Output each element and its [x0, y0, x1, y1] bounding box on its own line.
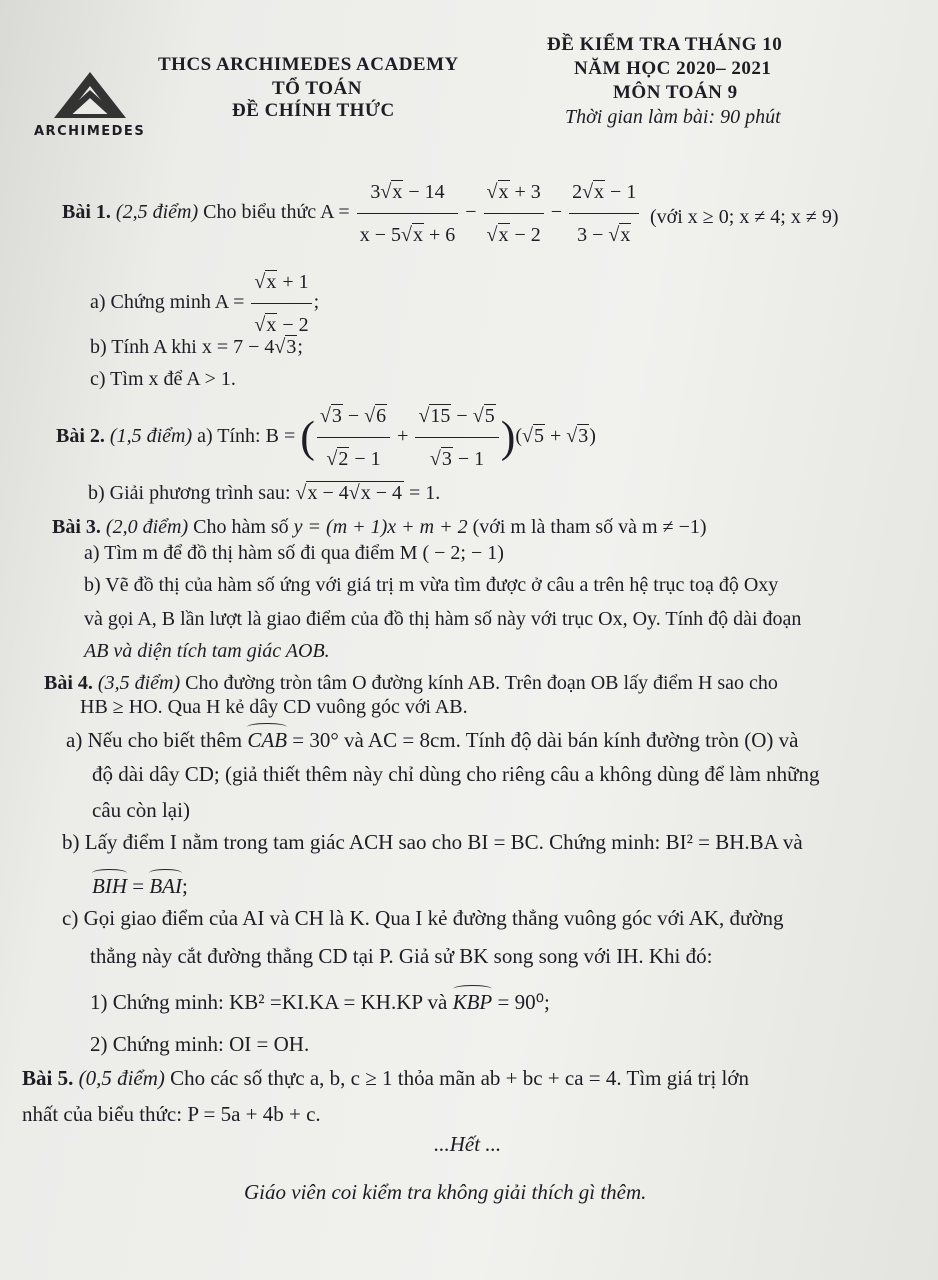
exam-title: ĐỀ KIỂM TRA THÁNG 10: [547, 34, 783, 55]
duration: Thời gian làm bài: 90 phút: [565, 106, 781, 128]
official-label: ĐỀ CHÍNH THỨC: [232, 100, 395, 121]
bai4-a3: câu còn lại): [92, 798, 190, 822]
end-mark: ...Hết ...: [434, 1132, 502, 1156]
bai2-line: Bài 2. (1,5 điểm) a) Tính: B = ( $\frac{√3 - √6}{√2 - 1}$ + $\frac{√15 - √5}{√3 - 1}$ )(√5 + √3): [56, 396, 596, 479]
logo-text: ARCHIMEDES: [34, 124, 146, 139]
bai4-l2: HB ≥ HO. Qua H kẻ dây CD vuông góc với AB.: [80, 696, 468, 718]
department: TỔ TOÁN: [272, 78, 362, 99]
bai1-condition: (với x ≥ 0; x ≠ 4; x ≠ 9): [650, 206, 839, 228]
bai4-a1: a) Nếu cho biết thêm CAB = 30° và AC = 8cm. Tính độ dài bán kính đường tròn (O) và: [66, 728, 799, 752]
school-year: NĂM HỌC 2020– 2021: [574, 58, 772, 79]
bai4-c2: thẳng này cắt đường thẳng CD tại P. Giả sử BK song song với IH. Khi đó:: [90, 944, 713, 968]
bai4-b2: BIH = BAI;: [92, 874, 188, 898]
bai1-b: b) Tính A khi x = 7 − 4√3;: [90, 336, 303, 358]
school-name: THCS ARCHIMEDES ACADEMY: [158, 54, 459, 75]
bai1-points: (2,5 điểm): [115, 201, 199, 224]
bai4-c4: 2) Chứng minh: OI = OH.: [90, 1032, 310, 1056]
bai5-line: Bài 5. (0,5 điểm) Cho các số thực a, b, c ≥ 1 thỏa mãn ab + bc + ca = 4. Tìm giá trị lớn: [22, 1066, 749, 1090]
bai1-line: [62, 172, 641, 255]
bai3-b2: và gọi A, B lần lượt là giao điểm của đồ thị hàm số này với trục Ox, Oy. Tính độ dài đoạn: [84, 608, 802, 630]
bai1-a: a) Chứng minh A = $\frac{√x + 1}{√x - 2}$ ;: [90, 262, 319, 345]
bai4-c1: c) Gọi giao điểm của AI và CH là K. Qua I kẻ đường thẳng vuông góc với AK, đường: [62, 906, 784, 930]
bai3-b1: b) Vẽ đồ thị của hàm số ứng với giá trị m vừa tìm được ở câu a trên hệ trục toạ độ Oxy: [84, 574, 779, 596]
bai1-intro: Cho biểu thức: [203, 201, 317, 224]
bai4-a2: độ dài dây CD; (giả thiết thêm này chỉ dùng cho riêng câu a không dùng để làm những: [92, 762, 820, 786]
bai3-a: a) Tìm m để đồ thị hàm số đi qua điểm M ( − 2; − 1): [84, 542, 504, 564]
bai3-line: Bài 3. (2,0 điểm) Cho hàm số y = (m + 1)x + m + 2 (với m là tham số và m ≠ −1): [52, 516, 707, 538]
bai1-expression: A = $\frac{3√x - 14}{x - 5√x + 6}$ − $\frac{√x + 3}{√x - 2}$ − $\frac{2√x - 1}{3 - √x}$: [320, 201, 641, 223]
bai5-l2: nhất của biểu thức: P = 5a + 4b + c.: [22, 1102, 321, 1126]
bai4-c3: 1) Chứng minh: KB² =KI.KA = KH.KP và KBP = 90⁰;: [90, 990, 550, 1014]
bai2-b: b) Giải phương trình sau: √x − 4√x − 4 = 1.: [88, 482, 441, 504]
archimedes-logo-icon: [50, 70, 130, 122]
bai3-b3: AB và diện tích tam giác AOB.: [84, 640, 330, 662]
bai4-b1: b) Lấy điểm I nằm trong tam giác ACH sao cho BI = BC. Chứng minh: BI² = BH.BA và: [62, 830, 803, 854]
footer-note: Giáo viên coi kiểm tra không giải thích gì thêm.: [244, 1180, 647, 1204]
bai1-c: c) Tìm x để A > 1.: [90, 368, 236, 390]
bai4-line: Bài 4. (3,5 điểm) Cho đường tròn tâm O đường kính AB. Trên đoạn OB lấy điểm H sao cho: [44, 672, 778, 694]
subject: MÔN TOÁN 9: [613, 82, 738, 103]
bai1-label: Bài 1.: [62, 201, 111, 224]
